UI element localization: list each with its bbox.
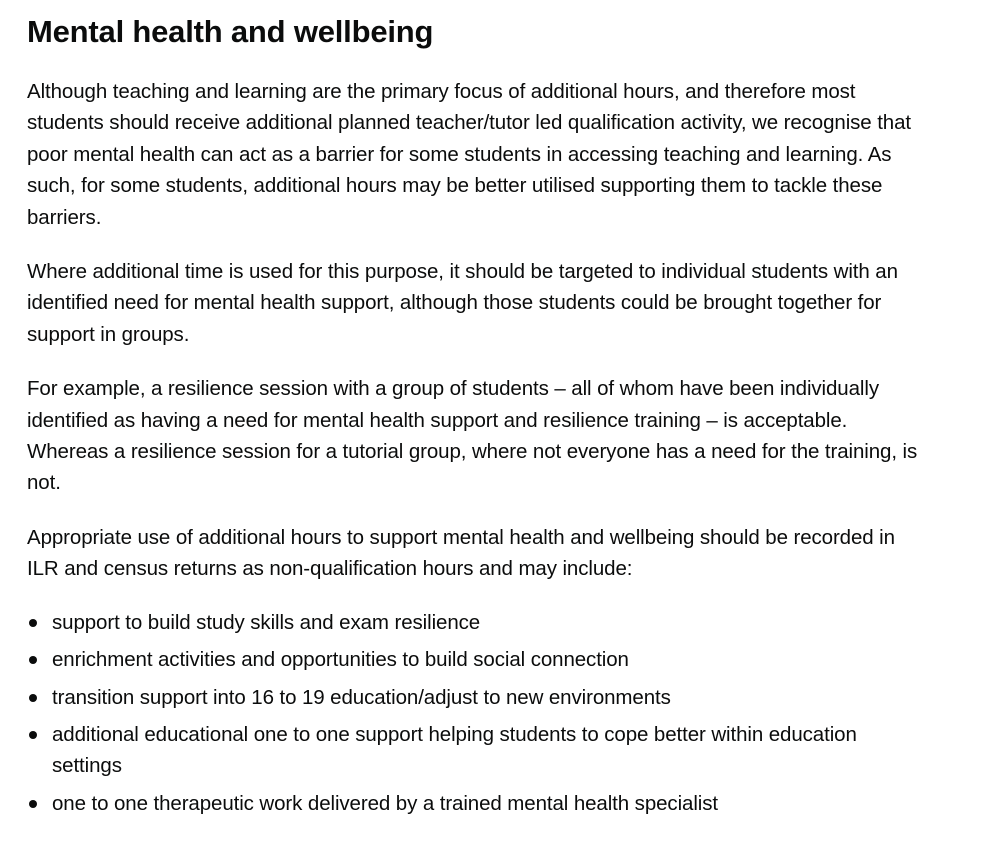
bullet-list [27,607,927,819]
paragraph-recording: Appropriate use of additional hours to support mental health and wellbeing should be recorded in ILR and census returns as non-qualification hours and may include: [27,525,895,581]
bullet-icon [29,619,37,627]
list-item-text: enrichment activities and opportunities to build social connection [52,648,629,672]
list-item-text: one to one therapeutic work delivered by a trained mental health specialist [52,791,718,815]
bullet-icon [29,800,37,808]
paragraph-example: For example, a resilience session with a group of students – all of whom have been individually identified as having a need for mental health support and resilience training – is acceptable. Whereas a resilience session for a tutorial group, where not everyone has a need for the training, is not. [27,377,918,495]
bullet-icon [29,694,37,702]
document-section [27,0,927,825]
list-item [27,719,927,782]
list-item [27,644,927,675]
list-item [27,607,927,638]
paragraph-targeting: Where additional time is used for this purpose, it should be targeted to individual students with an identified need for mental health support, although those students could be brought together for support in groups. [27,260,898,346]
paragraph-intro: Although teaching and learning are the primary focus of additional hours, and therefore most students should receive additional planned teacher/tutor led qualification activity, we recognise that poor mental health can act as a barrier for some students in accessing teaching and learning. As such, for some students, additional hours may be better utilised supporting them to tackle these barriers. [27,80,911,229]
list-item-text: support to build study skills and exam resilience [52,610,481,634]
bullet-icon [29,731,37,739]
bullet-icon [29,656,37,664]
list-item-text: additional educational one to one support helping students to cope better within education settings [52,722,857,778]
list-item [27,682,927,713]
list-item-text: transition support into 16 to 19 education/adjust to new environments [52,685,671,709]
section-heading: Mental health and wellbeing [27,14,434,49]
list-item [27,788,927,819]
